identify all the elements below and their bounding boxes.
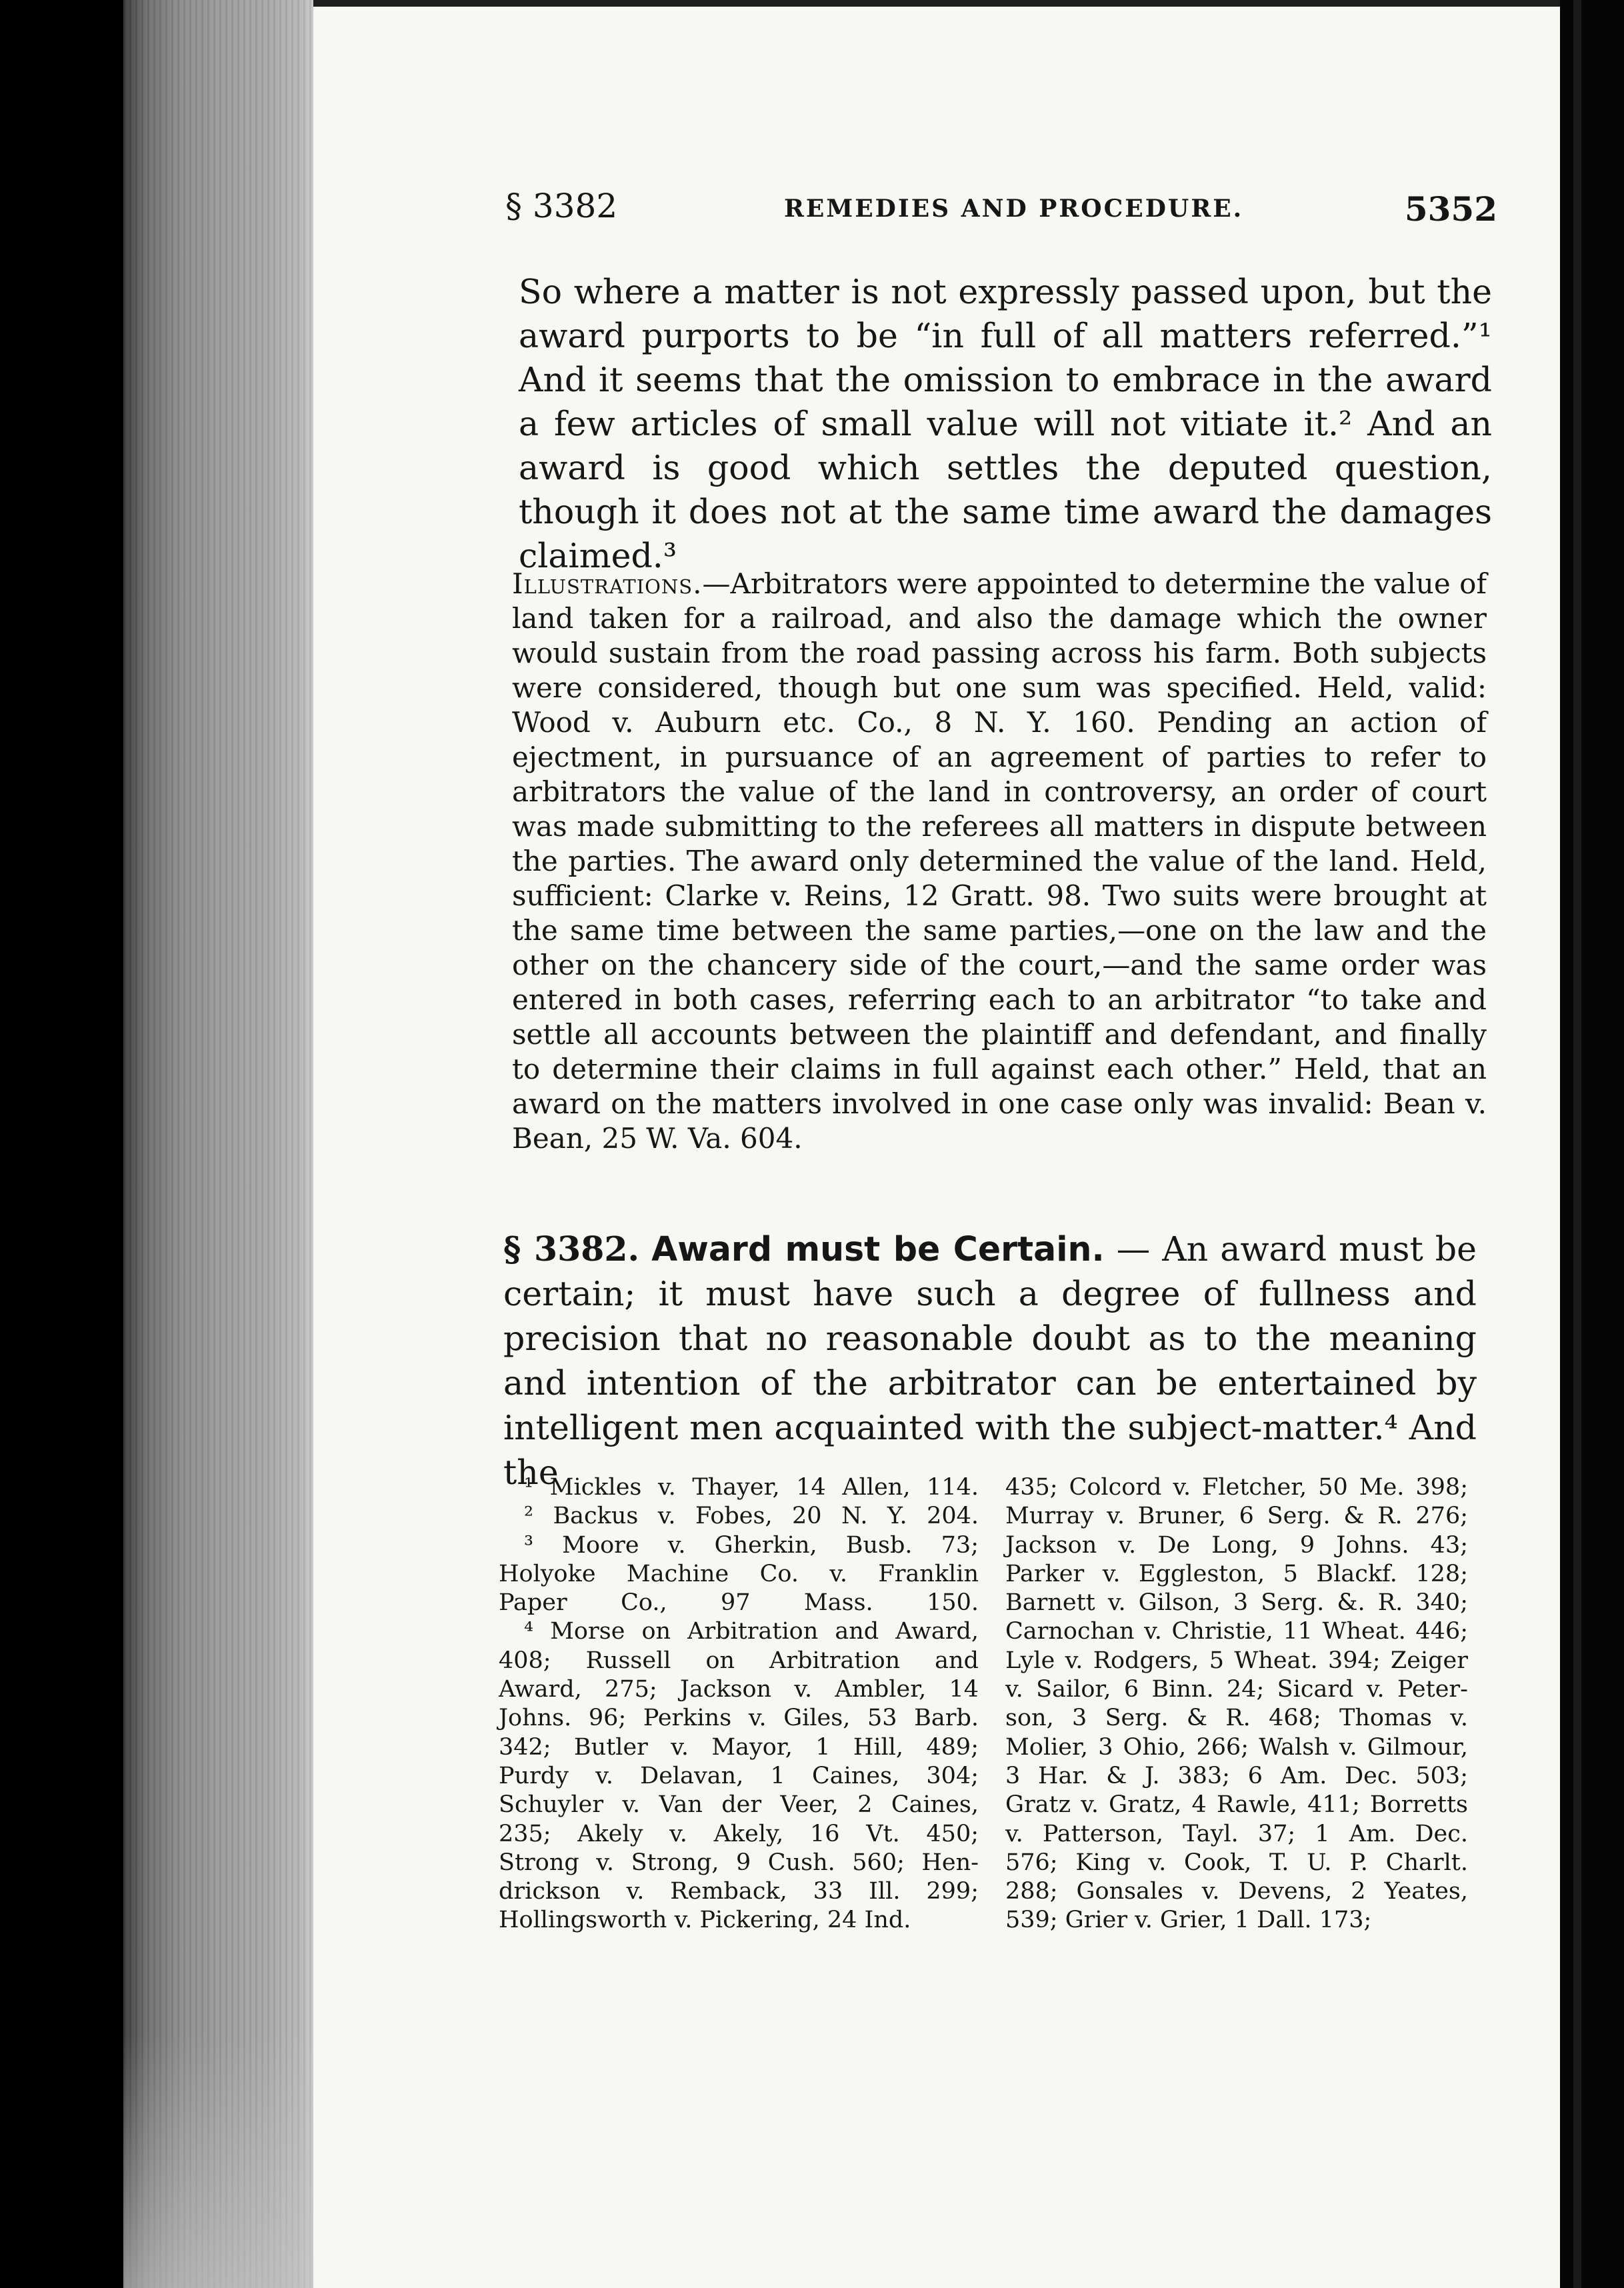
page-top-border [313,0,1560,7]
footnote-line: Murray v. Bruner, 6 Serg. & R. 276; [1005,1503,1468,1530]
footnote-line: 235; Akely v. Akely, 16 Vt. 450; [499,1820,979,1847]
page-edge-texture [123,0,317,2288]
footnote-line: v. Patterson, Tayl. 37; 1 Am. Dec. [1005,1820,1468,1847]
section-number: § 3382. [503,1229,640,1269]
footnote-line: v. Sailor, 6 Binn. 24; Sicard v. Peter- [1005,1676,1468,1703]
footnote-line: Holyoke Machine Co. v. Franklin [499,1560,979,1587]
running-header [505,187,1497,240]
footnote-line: Award, 275; Jackson v. Ambler, 14 [499,1676,979,1703]
footnote-line: Barnett v. Gilson, 3 Serg. &. R. 340; [1005,1589,1468,1617]
section-paragraph [503,1227,1477,1495]
footnote-line: Carnochan v. Christie, 11 Wheat. 446; [1005,1618,1468,1645]
header-page-number: 5352 [1404,189,1497,229]
footnote-line: Purdy v. Delavan, 1 Caines, 304; [499,1762,979,1789]
footnote-line: 435; Colcord v. Fletcher, 50 Me. 398; [1005,1474,1468,1501]
footnote-line: 408; Russell on Arbitration and [499,1647,979,1674]
illustrations-text: —Arbitrators were appointed to determine the value of land taken for a railroad, and also the damage which the owner would sustain from the road passing across his farm. Both subjects were considered, though but one sum was specified. Held, valid: Wood v. Auburn etc. Co., 8 N. Y. 160. Pending an action of ejectment, in pursuance of an agreement of parties to refer to arbitrators the value of the land in controversy, an order of court was made submitting to the referees all matters in dispute between the parties. The award only determined the value of the land. Held, sufficient: Clarke v. Reins, 12 Gratt. 98. Two suits were brought at the same time between the same parties,—one on the law and the other on the chancery side of the court,—and the same order was entered in both cases, referring each to an arbitrator “to take and settle all accounts between the plaintiff and defendant, and finally to determine their claims in full against each other.” Held, that an award on the matters involved in one case only was invalid: Bean v. Bean, 25 W. Va. 604. [512,567,1487,1155]
illustrations-heading: Illustrations. [512,567,703,600]
footnote-line: 576; King v. Cook, T. U. P. Charlt. [1005,1849,1468,1876]
footnote-line: Paper Co., 97 Mass. 150. [499,1589,979,1617]
footnote-line: Jackson v. De Long, 9 Johns. 43; [1005,1531,1468,1559]
footnote-line: drickson v. Remback, 33 Ill. 299; [499,1878,979,1905]
page-edge-bottom-highlight [123,2033,317,2288]
footnote-line: ⁴ Morse on Arbitration and Award, [524,1618,979,1645]
footnote-line: 3 Har. & J. 383; 6 Am. Dec. 503; [1005,1762,1468,1789]
footnote-line: Gratz v. Gratz, 4 Rawle, 411; Borretts [1005,1791,1468,1819]
adjacent-page-gap [1573,0,1581,2288]
illustrations-paragraph [512,567,1487,1156]
footnote-line: Johns. 96; Perkins v. Giles, 53 Barb. [499,1705,979,1732]
footnotes-right-column [1005,1473,1468,1935]
footnote-line: 342; Butler v. Mayor, 1 Hill, 489; [499,1733,979,1761]
footnote-line: Hollingsworth v. Pickering, 24 Ind. [499,1907,911,1934]
section-title: Award must be Certain. [651,1229,1105,1269]
footnote-line: Schuyler v. Van der Veer, 2 Caines, [499,1791,979,1819]
adjacent-page-strip [1560,0,1624,2288]
footnote-line: 288; Gonsales v. Devens, 2 Yeates, [1005,1878,1468,1905]
footnote-line: ¹ Mickles v. Thayer, 14 Allen, 114. [524,1474,979,1501]
footnotes-left-column [499,1473,979,1935]
footnote-line: Strong v. Strong, 9 Cush. 560; Hen- [499,1849,979,1876]
footnote-line: Lyle v. Rodgers, 5 Wheat. 394; Zeiger [1005,1647,1468,1674]
footnote-line: ³ Moore v. Gherkin, Busb. 73; [524,1531,979,1559]
header-title: REMEDIES AND PROCEDURE. [784,195,1244,223]
footnote-line: ² Backus v. Fobes, 20 N. Y. 204. [524,1503,979,1530]
footnote-line: Parker v. Eggleston, 5 Blackf. 128; [1005,1560,1468,1587]
footnote-line: 539; Grier v. Grier, 1 Dall. 173; [1005,1907,1372,1934]
footnote-line: Molier, 3 Ohio, 266; Walsh v. Gilmour, [1005,1733,1468,1761]
header-section-number: § 3382 [505,187,618,225]
body-paragraph: So where a matter is not expressly passed upon, but the award purports to be “in full of all matters referred.”¹ And it seems that the omission to embrace in the award a few articles of small value will not vitiate it.² And an award is good which settles the deputed question, though it does not at the same time award the damages claimed.³ [519,272,1492,575]
footnote-line: son, 3 Serg. & R. 468; Thomas v. [1005,1705,1468,1732]
section-text: — An award must be certain; it must have such a degree of fullness and precision that no reasonable doubt as to the meaning and intention of the arbitrator can be entertained by intelligent men acquainted with the subject-matter.⁴ And the [503,1229,1477,1492]
